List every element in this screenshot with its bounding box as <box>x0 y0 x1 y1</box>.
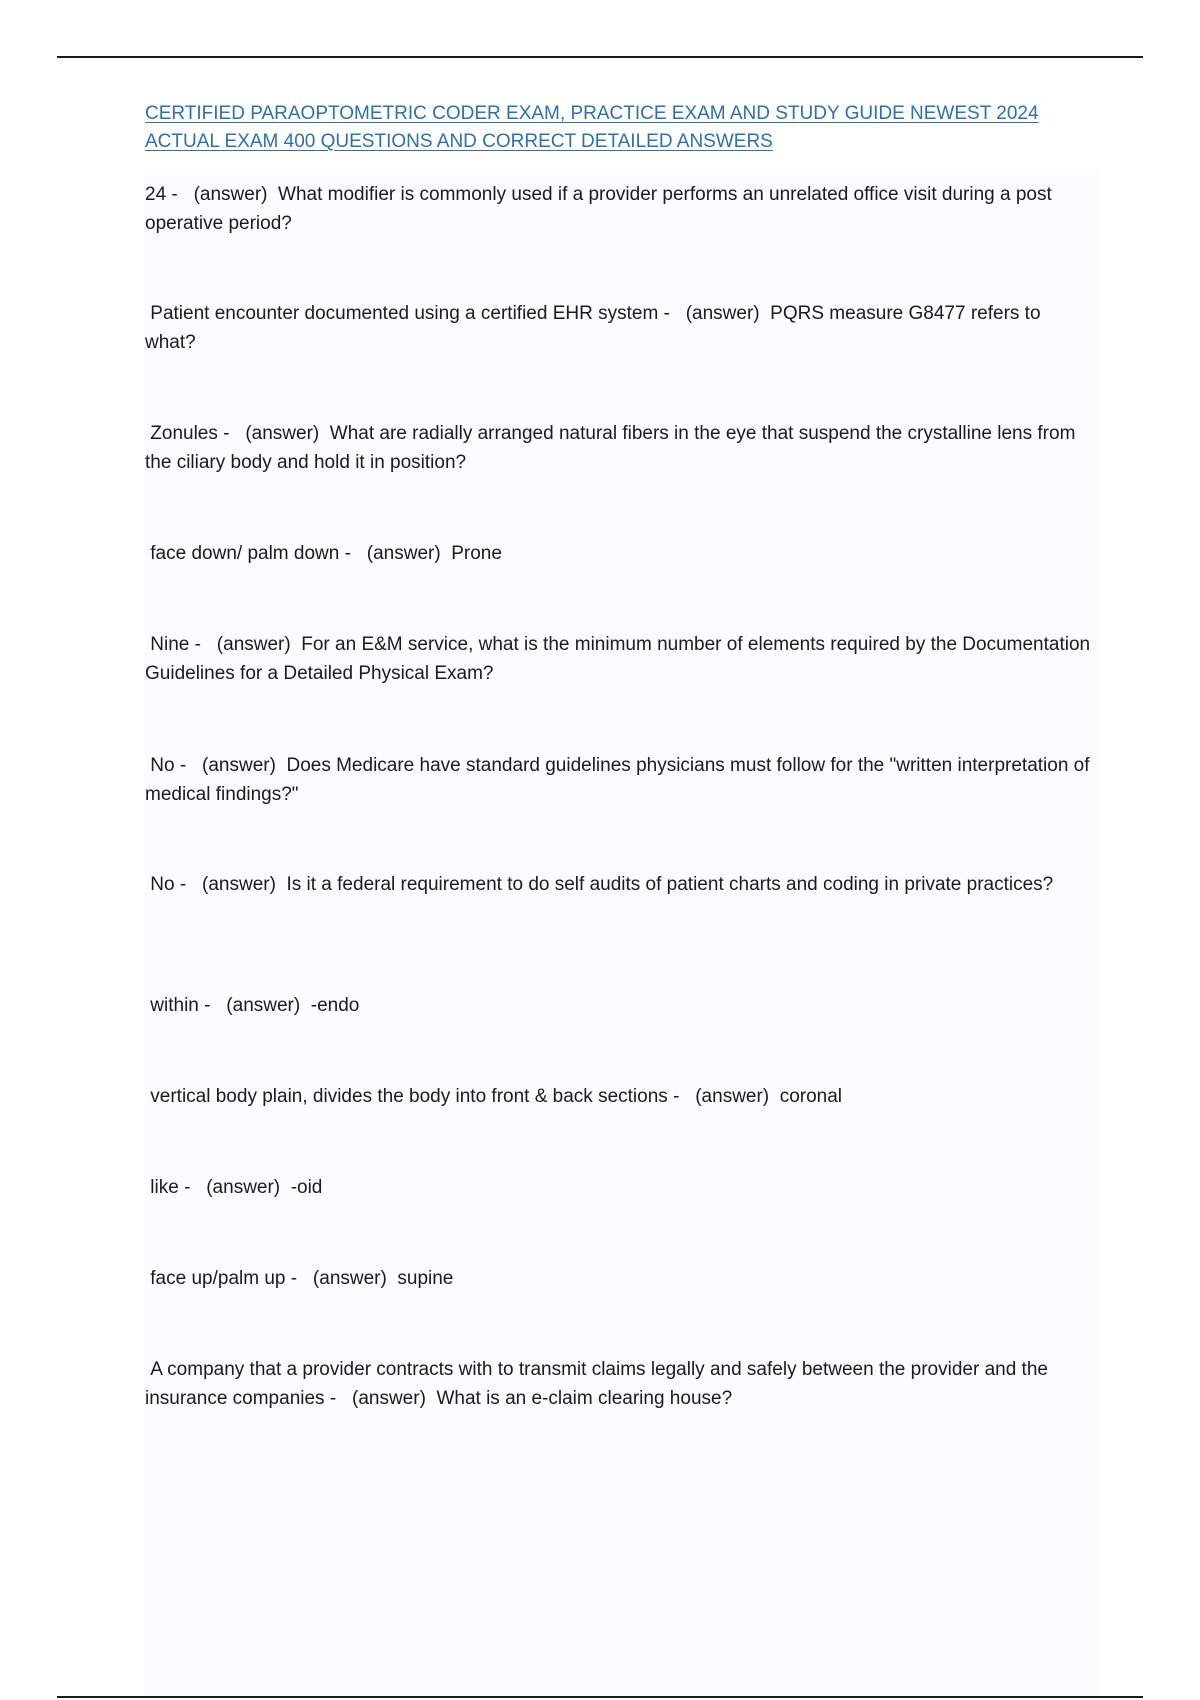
qa-entry-10: like - (answer) -oid <box>145 1177 323 1198</box>
top-rule <box>57 56 1143 58</box>
qa-entry-4: face down/ palm down - (answer) Prone <box>145 543 502 564</box>
qa-entry-3: Zonules - (answer) What are radially arranged natural fibers in the eye that suspend the crystalline lens from the ciliary body and hold it in position? <box>145 423 1081 473</box>
qa-entry-8: within - (answer) -endo <box>145 995 360 1016</box>
document-title: CERTIFIED PARAOPTOMETRIC CODER EXAM, PRACTICE EXAM AND STUDY GUIDE NEWEST 2024 ACTUAL EXAM 400 QUESTIONS AND CORRECT DETAILED ANSWERS <box>145 103 1039 152</box>
qa-entry-2: Patient encounter documented using a certified EHR system - (answer) PQRS measure G8477 refers to what? <box>145 303 1046 353</box>
bottom-rule <box>57 1696 1143 1698</box>
qa-entry-5: Nine - (answer) For an E&M service, what is the minimum number of elements required by the Documentation Guidelines for a Detailed Physical Exam? <box>145 634 1096 684</box>
qa-entry-12: A company that a provider contracts with to transmit claims legally and safely between the provider and the insurance companies - (answer) What is an e-claim clearing house? <box>145 1359 1054 1409</box>
qa-entry-9: vertical body plain, divides the body into front & back sections - (answer) coronal <box>145 1086 843 1107</box>
qa-entry-7: No - (answer) Is it a federal requirement to do self audits of patient charts and coding in private practices? <box>145 874 1054 895</box>
qa-entry-1: 24 - (answer) What modifier is commonly used if a provider performs an unrelated office visit during a post operative period? <box>145 184 1058 234</box>
content-panel <box>145 170 1100 1698</box>
qa-entry-11: face up/palm up - (answer) supine <box>145 1268 454 1289</box>
qa-entry-6: No - (answer) Does Medicare have standard guidelines physicians must follow for the "written interpretation of medical findings?" <box>145 755 1095 805</box>
